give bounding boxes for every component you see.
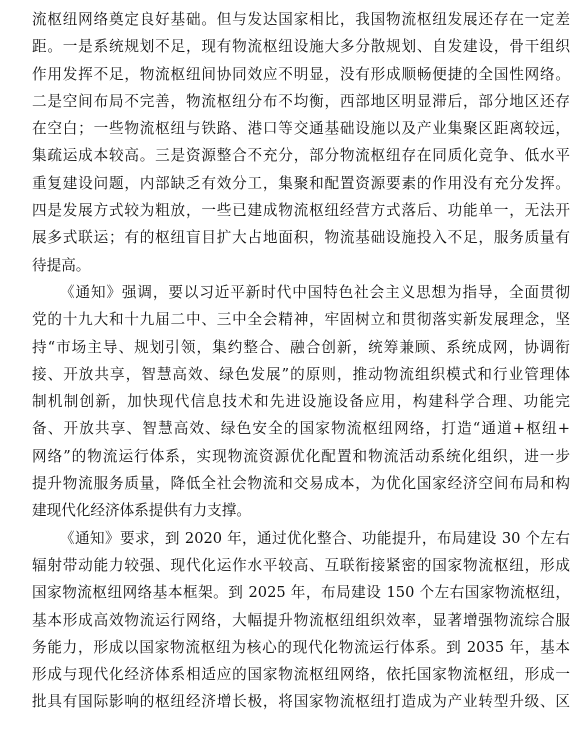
text-line: 党的十九大和十九届二中、三中全会精神，牢固树立和贯彻落实新发展理念，坚: [32, 311, 570, 329]
text-line: 提升物流服务质量，降低全社会物流和交易成本，为优化国家经济空间布局和构: [32, 475, 570, 493]
paragraph-3: [0, 525, 583, 716]
text-line: 流枢纽网络奠定良好基础。但与发达国家相比，我国物流枢纽发展还存在一定差: [32, 11, 570, 28]
paragraph-2: [0, 279, 583, 525]
text-line: 持“市场主导、规划引领，集约整合、融合创新，统筹兼顾、系统成网，协调衔: [32, 338, 570, 356]
text-line: 展多式联运；有的枢纽盲目扩大占地面积，物流基础设施投入不足，服务质量有: [32, 229, 570, 247]
text-line: 建现代化经济体系提供有力支撑。: [32, 502, 251, 520]
text-line: 集疏运成本较高。三是资源整合不充分，部分物流枢纽存在同质化竞争、低水平: [32, 147, 570, 165]
text-line: 待提高。: [32, 256, 91, 274]
text-line: 重复建设问题，内部缺乏有效分工，集聚和配置资源要素的作用没有充分发挥。: [32, 174, 570, 192]
text-line: 距。一是系统规划不足，现有物流枢纽设施大多分散规划、自发建设，骨干组织: [32, 38, 570, 56]
text-line: 接、开放共享，智慧高效、绿色发展”的原则，推动物流组织模式和行业管理体: [32, 365, 570, 383]
text-line: 二是空间布局不完善，物流枢纽分布不均衡，西部地区明显滞后，部分地区还存: [32, 92, 570, 110]
text-line: 《通知》要求，到 2020 年，通过优化整合、功能提升，布局建设 30 个左右: [60, 529, 570, 547]
text-line: 国家物流枢纽网络基本框架。到 2025 年，布局建设 150 个左右国家物流枢纽，: [32, 584, 570, 602]
text-line: 四是发展方式较为粗放，一些已建成物流枢纽经营方式落后、功能单一，无法开: [32, 202, 570, 220]
text-line: 批具有国际影响的枢纽经济增长极，将国家物流枢纽打造成为产业转型升级、区: [32, 693, 570, 711]
text-line: 在空白；一些物流枢纽与铁路、港口等交通基础设施以及产业集聚区距离较远，: [32, 120, 570, 138]
text-line: 基本形成高效物流运行网络，大幅提升物流枢纽组织效率，显著增强物流综合服: [32, 611, 570, 629]
text-line: 作用发挥不足，物流枢纽间协同效应不明显，没有形成顺畅便捷的全国性网络。: [32, 65, 570, 83]
text-line: 务能力，形成以国家物流枢纽为核心的现代化物流运行体系。到 2035 年，基本: [32, 638, 570, 656]
paragraph-1: [0, 6, 583, 279]
text-line: 辐射带动能力较强、现代化运作水平较高、互联衔接紧密的国家物流枢纽，形成: [32, 556, 570, 574]
text-line: 形成与现代化经济体系相适应的国家物流枢纽网络，依托国家物流枢纽，形成一: [32, 666, 570, 684]
text-line: 网络”的物流运行体系，实现物流资源优化配置和物流活动系统化组织，进一步: [32, 447, 570, 465]
text-line: 《通知》强调，要以习近平新时代中国特色社会主义思想为指导，全面贯彻: [60, 283, 570, 301]
text-line: 备、开放共享、智慧高效、绿色安全的国家物流枢纽网络，打造“通道+枢纽+: [32, 420, 570, 438]
text-line: 制机制创新，加快现代信息技术和先进设施设备应用，构建科学合理、功能完: [32, 393, 570, 411]
